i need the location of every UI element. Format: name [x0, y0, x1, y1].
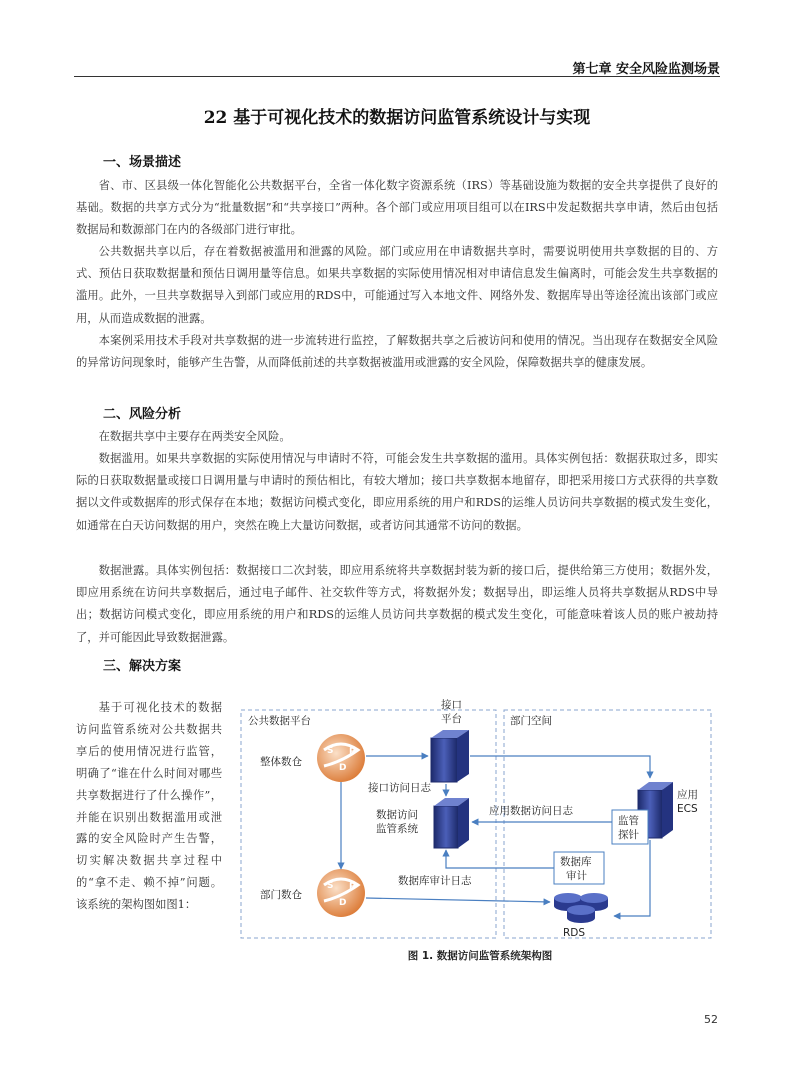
logo-letter: P	[349, 747, 356, 757]
logo-letter: S	[327, 881, 334, 891]
architecture-diagram	[236, 698, 716, 944]
app-log-label: 应用数据访问日志	[489, 805, 573, 817]
dept-warehouse-logo-icon	[317, 869, 365, 917]
dept-warehouse-label: 部门数仓	[260, 889, 302, 901]
monitor-label-2: 监管系统	[376, 823, 418, 835]
whole-warehouse-logo-icon	[317, 734, 365, 782]
logo-letter: P	[349, 882, 356, 892]
logo-letter: D	[339, 763, 347, 773]
probe-label-2: 探针	[618, 829, 639, 841]
db-audit-label-1: 数据库	[560, 856, 592, 868]
header-rule	[74, 76, 720, 77]
monitor-server-icon	[434, 798, 469, 848]
interface-platform-label-2: 平台	[441, 713, 462, 725]
rds-database-icon	[554, 893, 608, 923]
app-label-1: 应用	[677, 789, 698, 801]
paragraph: 本案例采用技术手段对共享数据的进一步流转进行监控，了解数据共享之后被访问和使用的情况。当出现存在数据安全风险的异常访问现象时，能够产生告警，从而降低前述的共享数据被滥用或泄露的安全风险，保障数据共享的健康发展。	[76, 334, 718, 370]
paragraph: 在数据共享中主要存在两类安全风险。	[98, 430, 291, 443]
page-number: 52	[704, 1013, 718, 1026]
connector-app-rds	[614, 840, 650, 916]
section-heading-solution: 三、解决方案	[103, 659, 182, 674]
paragraph: 基于可视化技术的数据访问监管系统对公共数据共享后的使用情况进行监管，明确了“谁在什么时间对哪些共享数据进行了什么操作”，并能在识别出数据滥用或泄露的安全风险时产生告警，切实解决数据共享过程中的“拿不走、赖不掉”问题。该系统的架构图如图1：	[76, 701, 222, 912]
connector-audit-monitor	[446, 850, 554, 868]
paragraph: 省、市、区县级一体化智能化公共数据平台，全省一体化数字资源系统（IRS）等基础设施为数据的安全共享提供了良好的基础。数据的共享方式分为“批量数据”和“共享接口”两种。各个部门或应用项目组可以在IRS中发起数据共享申请，然后由包括数据局和数源部门在内的各级部门进行审批。	[76, 179, 718, 237]
section-heading-risk: 二、风险分析	[103, 407, 182, 422]
dept-space-label: 部门空间	[510, 715, 552, 727]
paragraph: 公共数据共享以后，存在着数据被滥用和泄露的风险。部门或应用在申请数据共享时，需要说明使用共享数据的目的、方式、预估日获取数据量和预估日调用量等信息。如果共享数据的实际使用情况相对申请信息发生偏离时，可能会发生共享数据的滥用。此外，一旦共享数据导入到部门或应用的RDS中，可能通过写入本地文件、网络外发、数据库导出等途径流出该部门或应用，从而造成数据的泄露。	[76, 245, 718, 325]
rds-label: RDS	[563, 927, 586, 939]
document-title: 22 基于可视化技术的数据访问监管系统设计与实现	[203, 108, 591, 128]
section-heading-scenario: 一、场景描述	[103, 155, 182, 170]
db-audit-log-label: 数据库审计日志	[398, 875, 472, 887]
public-platform-label: 公共数据平台	[248, 715, 311, 727]
app-label-2: ECS	[677, 803, 698, 815]
paragraph: 数据滥用。如果共享数据的实际使用情况与申请时不符，可能会发生共享数据的滥用。具体实例包括：数据获取过多，即实际的日获取数据量或接口日调用量与申请时的预估相比，有较大增加；接口共享数据本地留存，即把采用接口方式获得的共享数据以文件或数据库的形式保存在本地；数据访问模式变化，即应用系统的用户和RDS的运维人员访问共享数据的模式发生变化，如通常在白天访问数据的用户，突然在晚上大量访问数据，或者访问其通常不访问的数据。	[76, 452, 718, 532]
paragraph: 数据泄露。具体实例包括：数据接口二次封装，即应用系统将共享数据封装为新的接口后，提供给第三方使用；数据外发，即应用系统在访问共享数据后，通过电子邮件、社交软件等方式，将数据外发；数据导出，即运维人员将共享数据从RDS中导出；数据访问模式变化，即应用系统的用户和RDS的运维人员访问共享数据的模式发生变化，可能意味着该人员的账户被劫持了，并可能因此导致数据泄露。	[76, 564, 718, 644]
connector-deptwarehouse-rds	[366, 898, 550, 902]
chapter-header: 第七章 安全风险监测场景	[572, 62, 720, 77]
db-audit-label-2: 审计	[566, 870, 587, 882]
connector-interface-app	[470, 756, 650, 778]
interface-server-icon	[431, 730, 469, 782]
whole-warehouse-label: 整体数仓	[260, 756, 302, 768]
probe-label-1: 监管	[618, 815, 639, 827]
figure-caption: 图 1. 数据访问监管系统架构图	[407, 950, 553, 962]
logo-letter: D	[339, 898, 347, 908]
interface-log-label: 接口访问日志	[368, 782, 431, 794]
logo-letter: S	[327, 746, 334, 756]
monitor-label-1: 数据访问	[376, 809, 418, 821]
interface-platform-label: 接口	[441, 699, 462, 711]
